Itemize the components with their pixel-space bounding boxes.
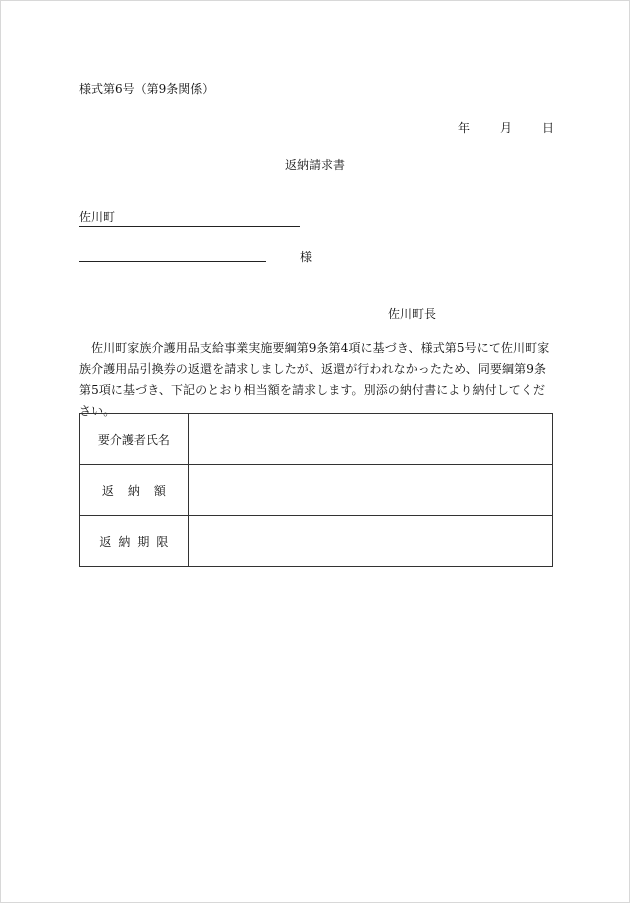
addressee-name-line [79, 261, 266, 262]
table-label-refund-amount: 返納額 [80, 465, 189, 516]
date-row [458, 119, 554, 136]
date-month-label: 月 [500, 121, 513, 135]
table-row [80, 414, 553, 465]
form-number: 様式第6号（第9条関係） [79, 82, 215, 96]
date-day-label: 日 [542, 121, 555, 135]
table-label-refund-deadline: 返納期限 [80, 516, 189, 567]
document-title: 返納請求書 [284, 158, 345, 172]
addressee-honorific: 様 [300, 250, 313, 264]
info-table [79, 413, 553, 567]
table-value-refund-deadline [188, 516, 552, 567]
issuer-name: 佐川町長 [388, 307, 437, 321]
table-value-refund-amount [188, 465, 552, 516]
table-row [80, 516, 553, 567]
date-year-label: 年 [458, 121, 471, 135]
addressee-town: 佐川町 [79, 210, 300, 227]
body-paragraph: 佐川町家族介護用品支給事業実施要綱第9条第4項に基づき、様式第5号にて佐川町家族介護用品引換券の返還を請求しましたが、返還が行われなかったため、同要綱第9条第5項に基づき、下記のとおり相当額を請求します。別添の納付書により納付してください。 [79, 341, 550, 418]
table-label-care-recipient-name: 要介護者氏名 [80, 414, 189, 465]
table-row [80, 465, 553, 516]
table-value-care-recipient-name [188, 414, 552, 465]
